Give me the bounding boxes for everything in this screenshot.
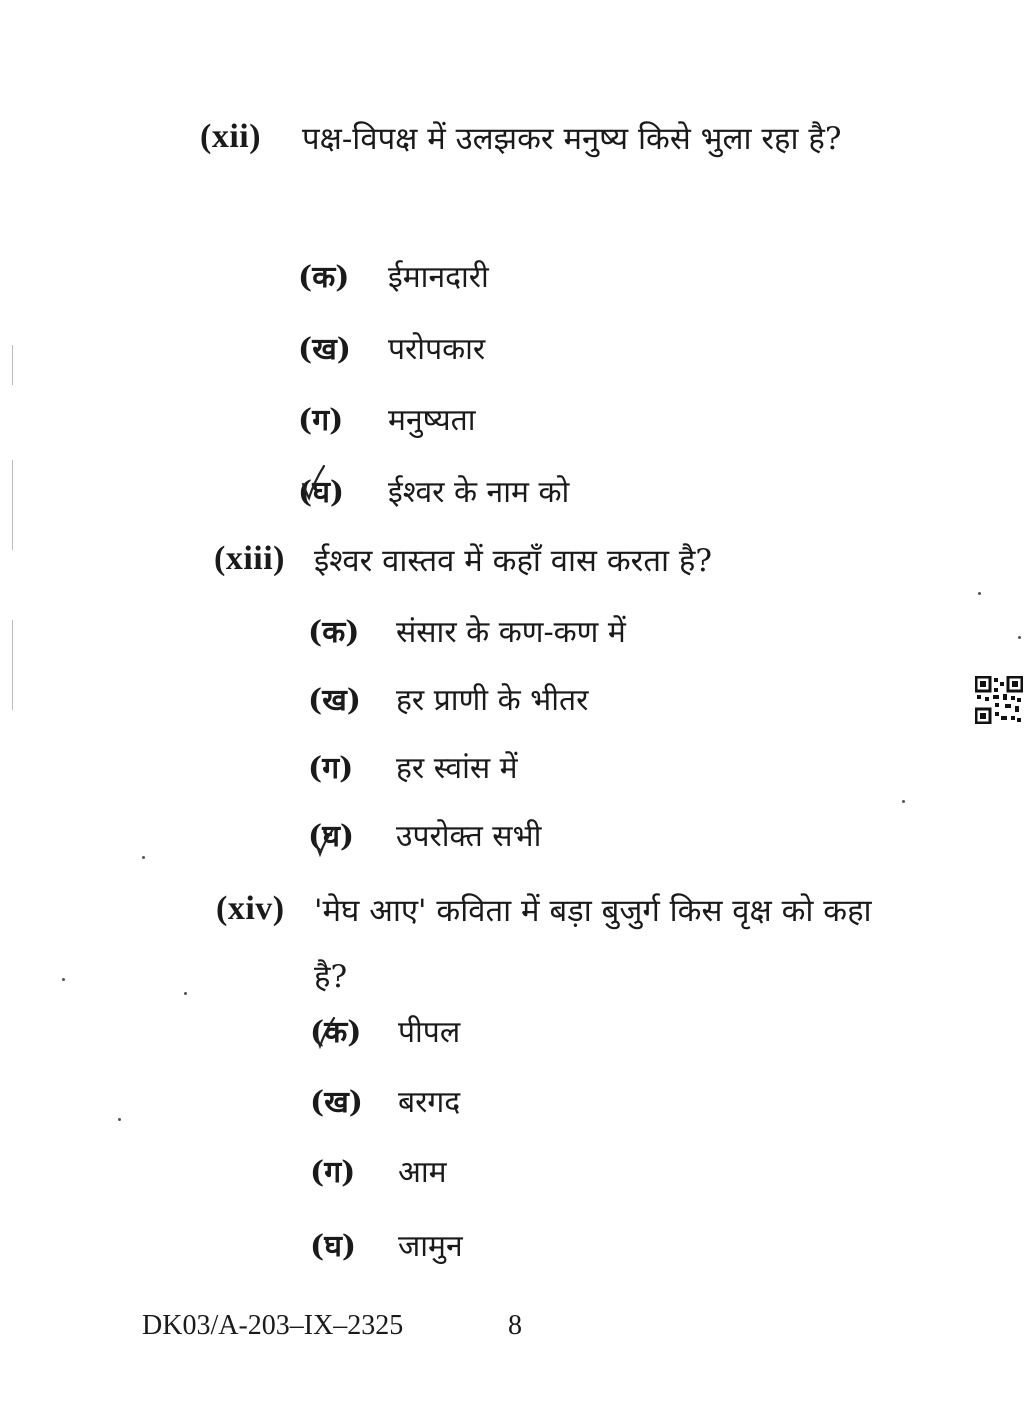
option-text: बरगद bbox=[398, 1085, 461, 1120]
option-label: (घ) bbox=[298, 475, 345, 510]
left-margin-line bbox=[12, 345, 13, 385]
option-label: (ख) bbox=[310, 1085, 363, 1120]
option-text: हर प्राणी के भीतर bbox=[396, 683, 589, 718]
handwritten-tick-mark-icon bbox=[300, 462, 326, 502]
handwritten-tick-mark-icon bbox=[312, 1010, 338, 1050]
scan-speck bbox=[62, 978, 65, 981]
option-label: (ख) bbox=[308, 683, 361, 718]
question-number: (xiii) bbox=[214, 540, 285, 577]
option-label: (घ) bbox=[310, 1229, 357, 1264]
option-text: पीपल bbox=[398, 1015, 461, 1050]
handwritten-tick-mark-icon bbox=[312, 818, 338, 858]
option-label: (घ) bbox=[308, 819, 355, 854]
option-text: ईमानदारी bbox=[388, 260, 489, 295]
scan-speck bbox=[978, 592, 981, 595]
option-text: हर स्वांस में bbox=[396, 751, 518, 786]
left-margin-line bbox=[12, 620, 13, 710]
option-label: (क) bbox=[310, 1015, 362, 1050]
option-text: संसार के कण-कण में bbox=[396, 615, 626, 650]
option-text: उपरोक्त सभी bbox=[396, 819, 542, 854]
scan-speck bbox=[902, 800, 905, 803]
question-number: (xii) bbox=[200, 118, 262, 155]
scan-speck bbox=[1018, 636, 1021, 639]
page-number: 8 bbox=[508, 1310, 522, 1341]
option-label: (ख) bbox=[298, 332, 351, 367]
paper-code: DK03/A-203–IX–2325 bbox=[142, 1310, 404, 1341]
option-label: (क) bbox=[308, 615, 360, 650]
option-text: जामुन bbox=[398, 1229, 463, 1264]
question-text: पक्ष-विपक्ष में उलझकर मनुष्य किसे भुला रहा है? bbox=[302, 121, 842, 157]
qr-code-icon bbox=[975, 676, 1023, 724]
option-label: (क) bbox=[298, 260, 350, 295]
question-number: (xiv) bbox=[216, 890, 285, 927]
option-text: ईश्वर के नाम को bbox=[388, 475, 570, 510]
question-text: ईश्वर वास्तव में कहाँ वास करता है? bbox=[314, 543, 712, 579]
option-text: परोपकार bbox=[388, 332, 486, 367]
scan-speck bbox=[142, 856, 145, 859]
scan-speck bbox=[118, 1118, 121, 1121]
option-text: मनुष्यता bbox=[388, 403, 476, 438]
option-label: (ग) bbox=[308, 751, 354, 786]
left-margin-line bbox=[12, 460, 13, 550]
option-text: आम bbox=[398, 1155, 447, 1190]
question-text: 'मेघ आए' कविता में बड़ा बुजुर्ग किस वृक्ष को कहा है? bbox=[314, 893, 872, 995]
option-label: (ग) bbox=[310, 1155, 356, 1190]
scan-speck bbox=[184, 992, 187, 995]
option-label: (ग) bbox=[298, 403, 344, 438]
